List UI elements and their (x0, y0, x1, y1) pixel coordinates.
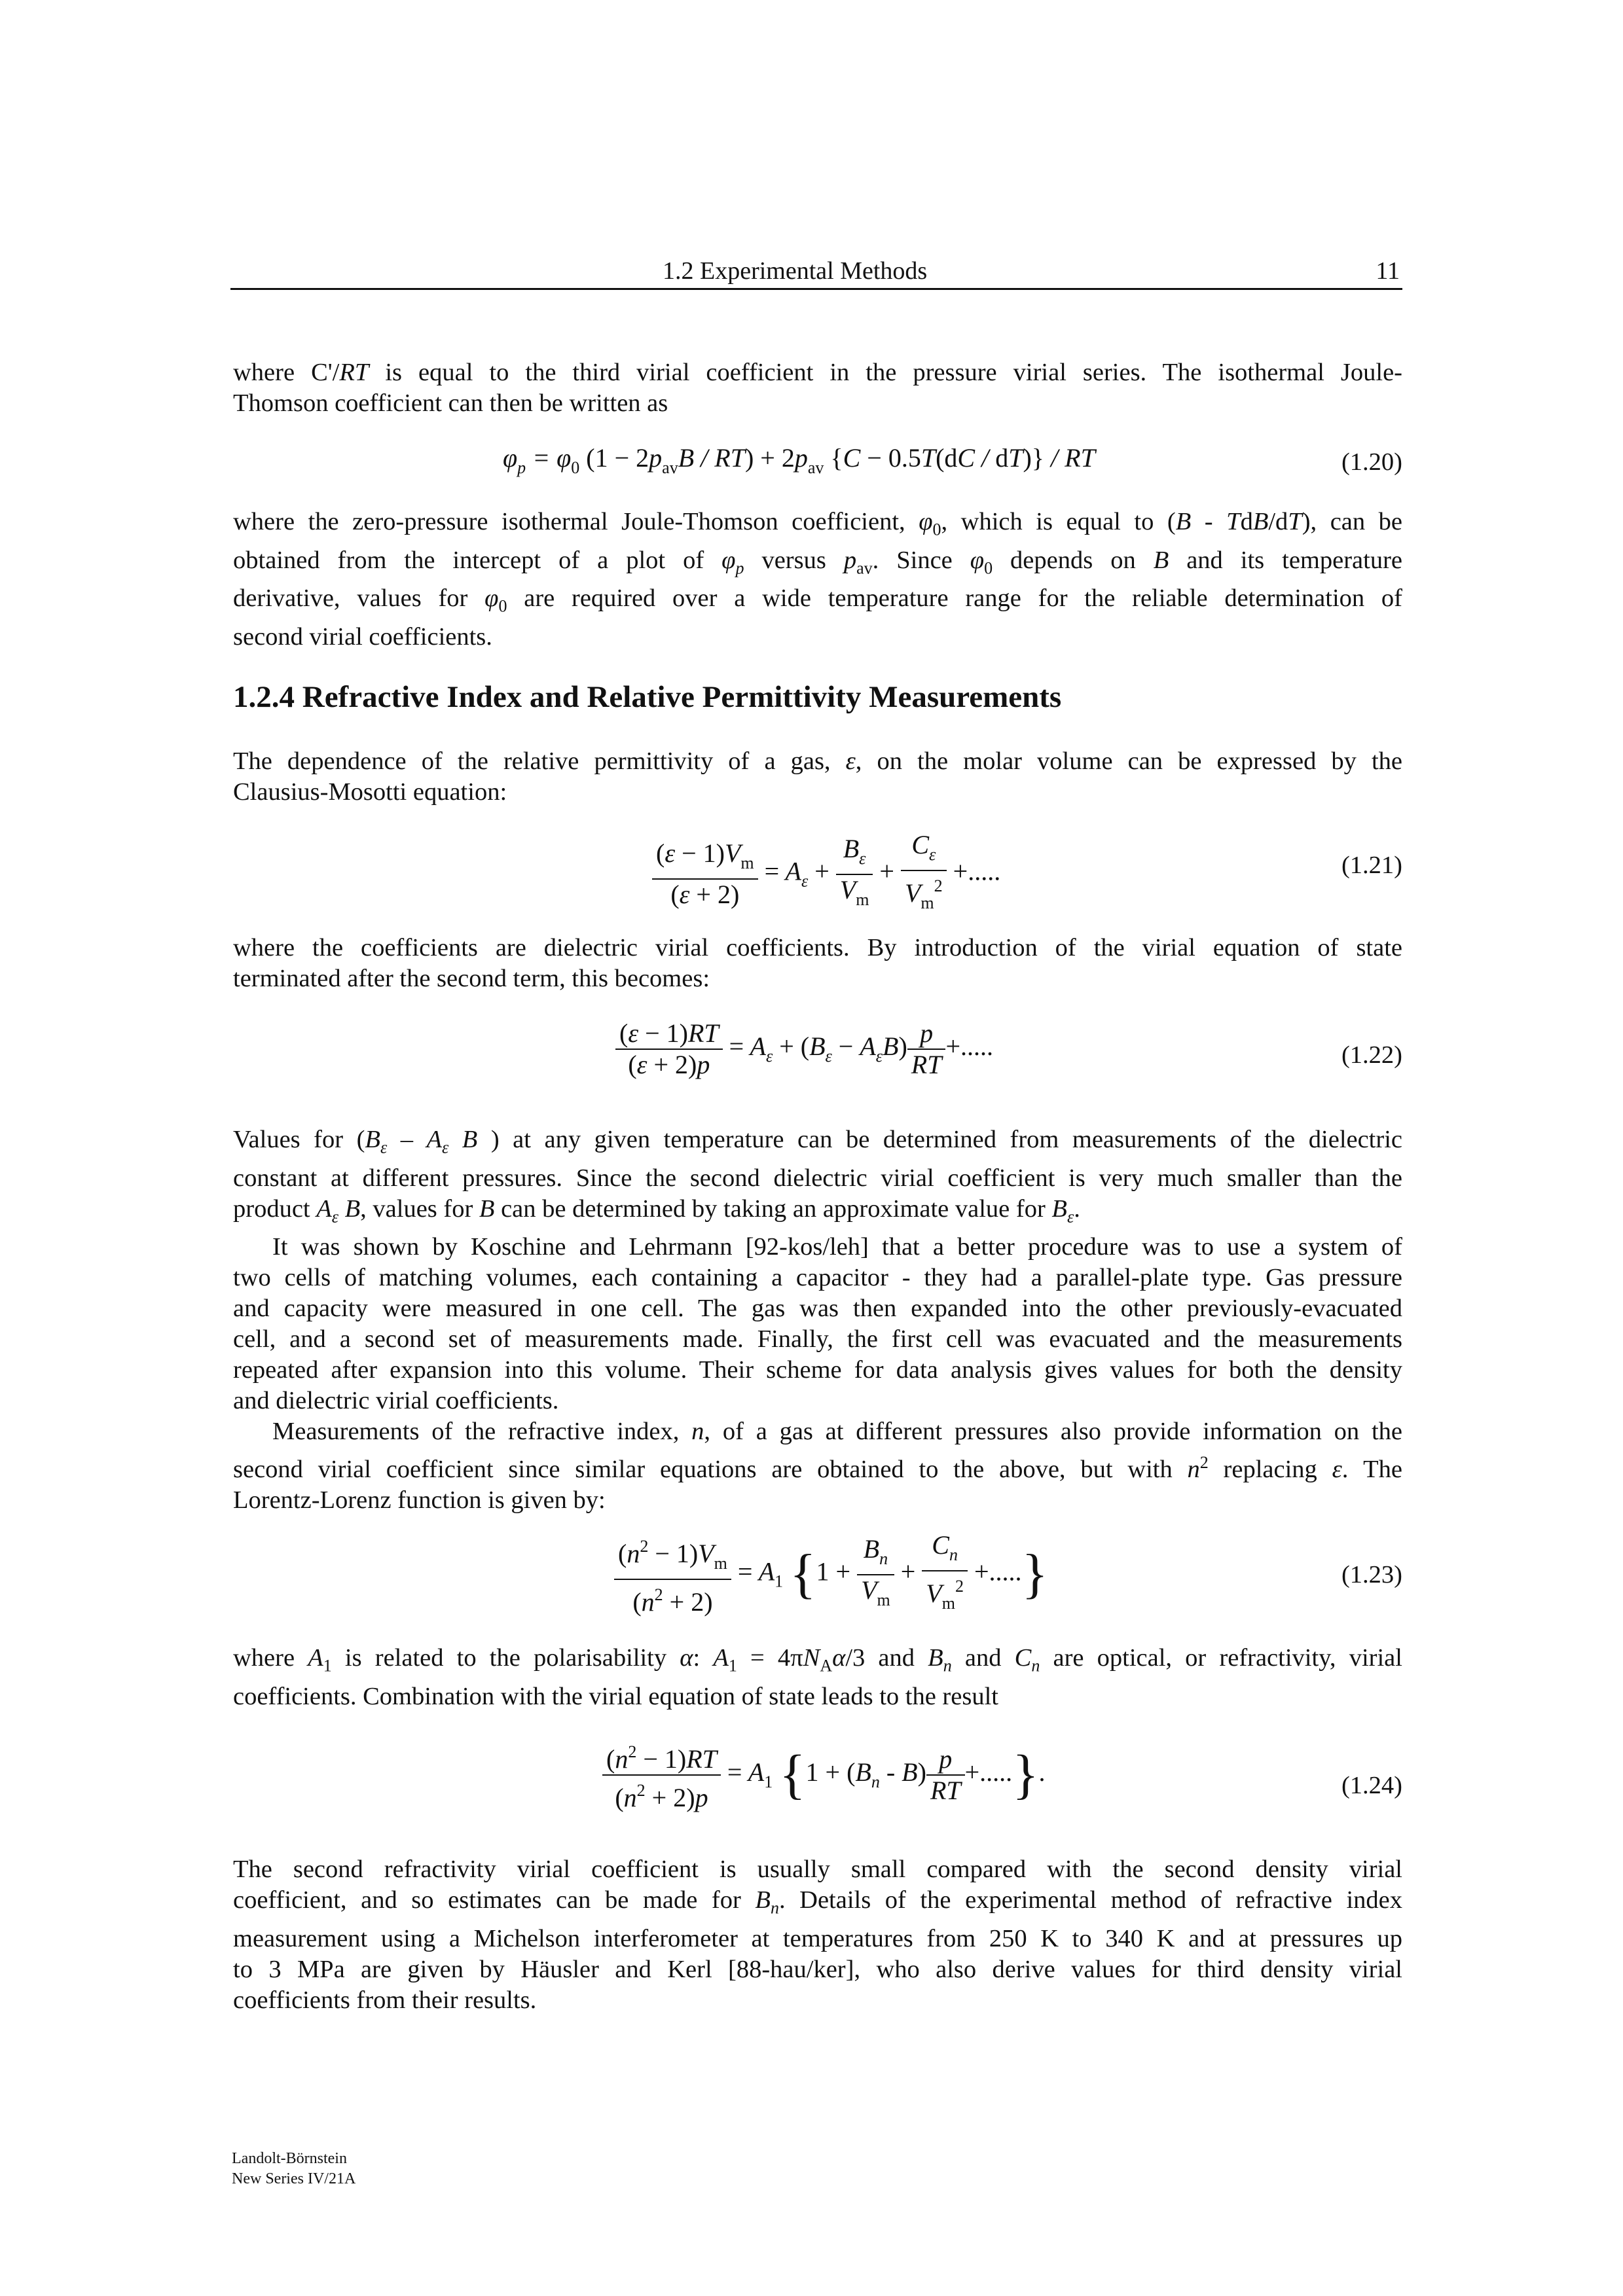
paragraph-refractivity-conclusion: The second refractivity virial coefficient is usually small compared with the second density virial coefficient, and so estimates can be made for $B_n$. Details of the experimental method of refractive index measurement using a Michelson interferometer at temperatures from 250 K to 340 K and at pressures up to 3 MPa are given by Häusler and Kerl [88-hau/ker], who also derive values for third density virial coefficients from their results. (233, 1856, 1402, 2014)
equation-1-21: $\frac{(\varepsilon - 1)V_m}{(\varepsilon + 2)}$ = $A_\varepsilon$ + $\frac{B_\varepsilon}{V_m}$ + $\frac{C_\varepsilon}{V_m^2}$ +..... (652, 830, 1000, 918)
paragraph-dielectric-coefficients: where the coefficients are dielectric virial coefficients. By introduction of the virial equation of state terminated after the second term, this becomes: (233, 934, 1402, 992)
paragraph-zero-pressure: where the zero-pressure isothermal Joule-Thomson coefficient, $\varphi_0$, which is equal to (B - TdB/dT), can be obtained from the intercept of a plot of $\varphi_p$ versus $p_{av}$. Since $\varphi_0$ depends on B and its temperature derivative, values for $\varphi_0$ are required over a wide temperature range for the reliable determination of second virial coefficients. (233, 508, 1402, 651)
equation-number-1-24: (1.24) (1341, 1772, 1402, 1799)
running-header (230, 254, 1402, 290)
paragraph-polarisability: where $A_1$ is related to the polarisability α: $A_1 = 4\pi N_A\alpha/3$ and $B_n$ and $C_n$ are optical, or refractivity, virial coefficients. Combination with the virial equation of state leads to the result (233, 1644, 1402, 1710)
equation-number-1-21: (1.21) (1341, 852, 1402, 879)
equation-1-20: $\varphi_p = \varphi_0$ $(1 - 2p_{av}B / RT) + 2p_{av}$ {C − 0.5T(dC / dT)} / RT (503, 443, 1095, 477)
paragraph-intro: where C'/RT is equal to the third virial coefficient in the pressure virial series. The isothermal Joule- Thomson coefficient can then be written as (233, 359, 1402, 417)
page-number: 11 (1376, 257, 1400, 285)
equation-number-1-20: (1.20) (1341, 448, 1402, 476)
equation-number-1-23: (1.23) (1341, 1561, 1402, 1588)
equation-1-24: $\frac{(n^2 - 1)RT}{(n^2 + 2)p}$ = $A_1$ {$1 + (B_n - B)$ $\frac{p}{RT}$ +.....}. (602, 1737, 1046, 1813)
header-section-title: 1.2 Experimental Methods (663, 257, 928, 285)
equation-1-22: $\frac{(\varepsilon - 1)RT}{(\varepsilon + 2)p}$ = $A_\varepsilon + (B_\varepsilon - A_\varepsilon B)$ $\frac{p}{RT}$ +..... (615, 1018, 993, 1080)
equation-1-23: $\frac{(n^2 - 1)V_m}{(n^2 + 2)}$ = $A_1$ {1 + $\frac{B_n}{V_m}$ + $\frac{C_n}{V_m^2}$ +.....} (614, 1530, 1048, 1619)
equation-number-1-22: (1.22) (1341, 1041, 1402, 1069)
paragraph-permittivity-intro: The dependence of the relative permittivity of a gas, ε, on the molar volume can be expressed by the Clausius-Mosotti equation: (233, 747, 1402, 806)
paragraph-values-for: Values for ($B_\varepsilon - A_\varepsilon$ B ) at any given temperature can be determined from measurements of the dielectric constant at different pressures. Since the second dielectric virial coefficient is very much smaller than the product $A_\varepsilon$ B, values for B can be determined by taking an approximate value for $B_\varepsilon$. It was shown by Koschine and Lehrmann [92-kos/leh] that a better procedure was to use a system of two cells of matching volumes, each containing a capacitor - they had a parallel-plate type. Gas pressure and capacity were measured in one cell. The gas was then expanded into the other previously-evacuated cell, and a second set of measurements made. Finally, the first cell was evacuated and the measurements repeated after expansion into this volume. Their scheme for data analysis gives values for both the density and dielectric virial coefficients. Measurements of the refractive index, n, of a gas at different pressures also provide information on the second virial coefficient since similar equations are obtained to the above, but with $n^2$ replacing ε. The Lorentz-Lorenz function is given by: (233, 1126, 1403, 1515)
section-heading: 1.2.4 Refractive Index and Relative Permittivity Measurements (233, 680, 1062, 714)
footer-line-1: Landolt-Börnstein (232, 2150, 347, 2167)
footer-line-2: New Series IV/21A (232, 2170, 356, 2187)
footer (232, 2149, 356, 2189)
